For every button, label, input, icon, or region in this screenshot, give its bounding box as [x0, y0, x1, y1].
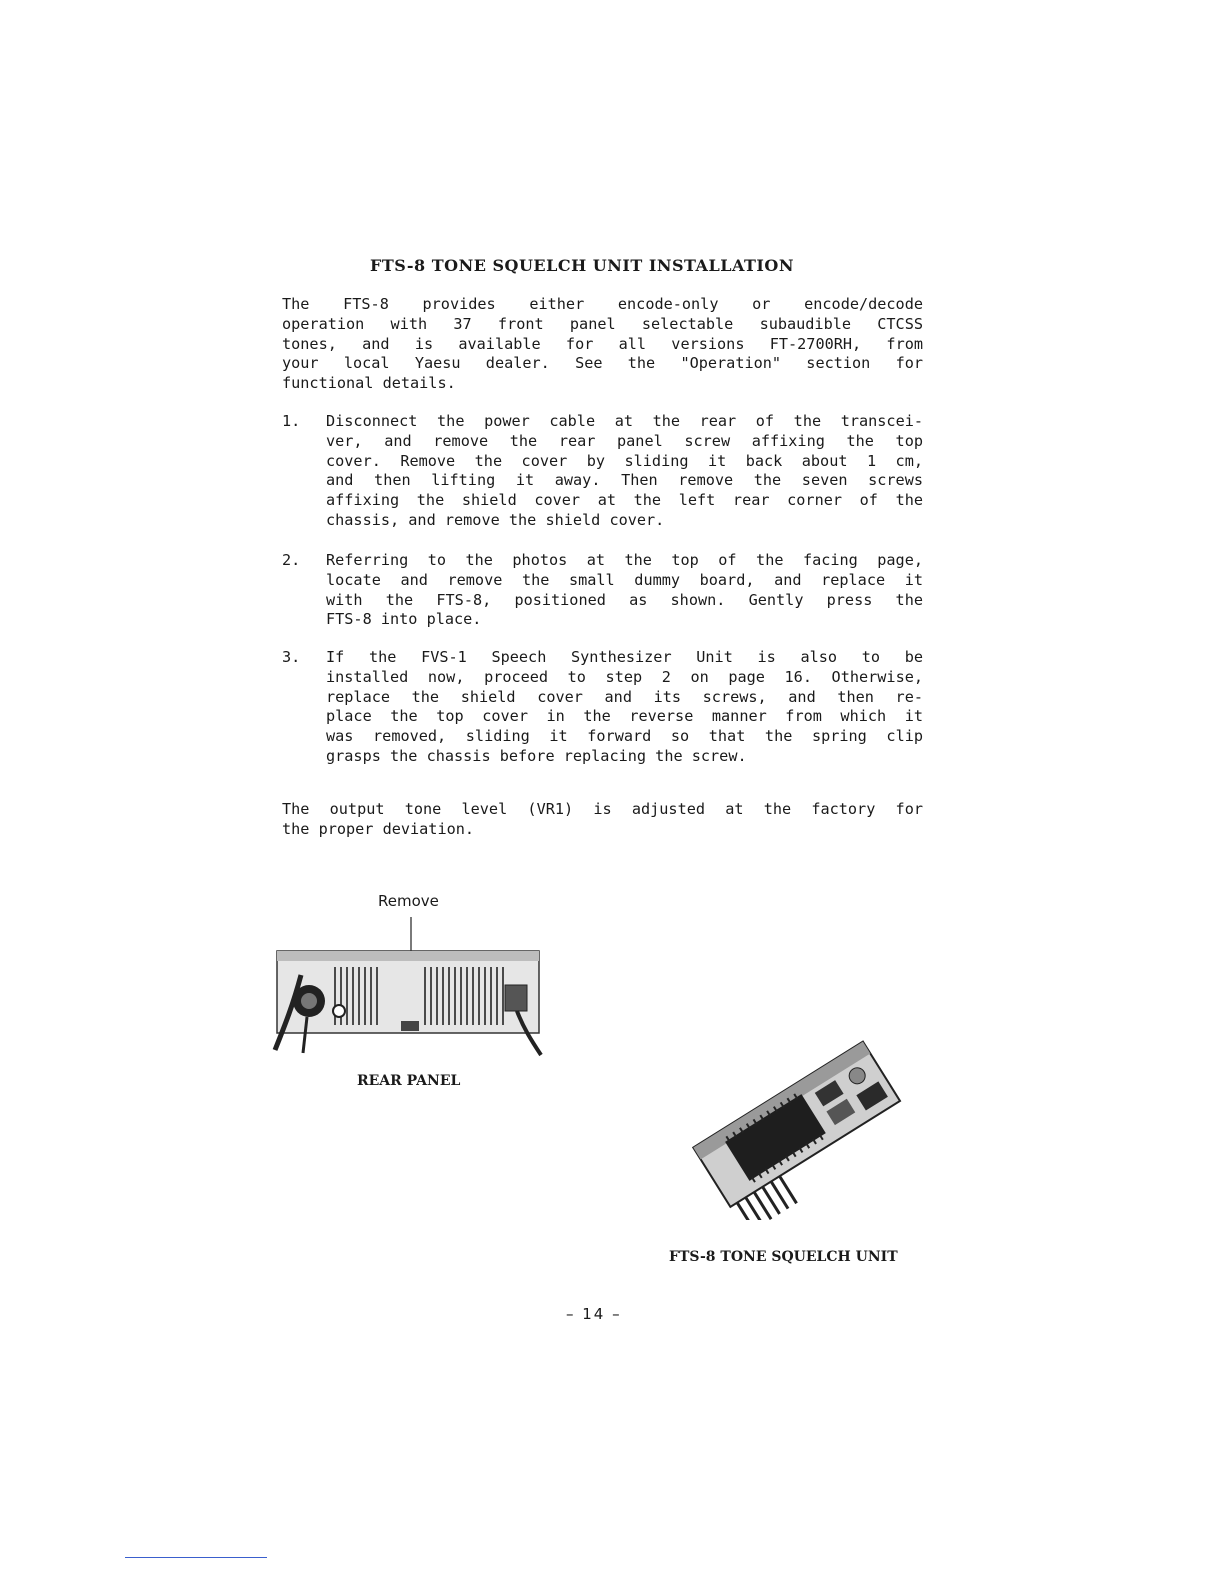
- step-line: cover. Remove the cover by sliding it back about 1 cm,: [326, 451, 923, 470]
- step-number: 3.: [282, 648, 301, 666]
- step-1-text: [326, 412, 923, 531]
- intro-line: functional details.: [282, 374, 456, 393]
- step-line: with the FTS-8, positioned as shown. Gently press the: [326, 590, 923, 609]
- step-line: ver, and remove the rear panel screw affixing the top: [326, 431, 923, 450]
- footnote-rule: [125, 1557, 267, 1558]
- step-line: was removed, sliding it forward so that the spring clip: [326, 727, 923, 746]
- step-2-text: [326, 551, 923, 630]
- remove-label: Remove: [378, 892, 439, 910]
- step-line: and then lifting it away. Then remove the seven screws: [326, 471, 923, 490]
- intro-paragraph: [282, 295, 923, 394]
- closing-line: the proper deviation.: [282, 819, 475, 838]
- step-line: Disconnect the power cable at the rear of the transcei-: [326, 412, 923, 430]
- step-line: locate and remove the small dummy board, and replace it: [326, 570, 923, 589]
- closing-line: The output tone level (VR1) is adjusted at the factory for: [282, 800, 923, 818]
- intro-line: The FTS-8 provides either encode-only or encode/decode: [282, 295, 923, 313]
- rear-panel-photo: [265, 915, 550, 1060]
- step-line: grasps the chassis before replacing the screw.: [326, 746, 747, 765]
- page-number: – 14 –: [566, 1305, 622, 1323]
- rear-panel-caption: REAR PANEL: [357, 1073, 461, 1089]
- page-title: FTS-8 TONE SQUELCH UNIT INSTALLATION: [370, 256, 794, 275]
- step-line: FTS-8 into place.: [326, 610, 482, 629]
- intro-line: operation with 37 front panel selectable subaudible CTCSS: [282, 314, 923, 333]
- step-line: chassis, and remove the shield cover.: [326, 510, 665, 529]
- step-number: 2.: [282, 551, 301, 569]
- closing-paragraph: [282, 800, 923, 840]
- step-line: Referring to the photos at the top of the facing page,: [326, 551, 923, 569]
- step-line: place the top cover in the reverse manner from which it: [326, 707, 923, 726]
- intro-line: your local Yaesu dealer. See the "Operation" section for: [282, 354, 923, 373]
- step-line: affixing the shield cover at the left rear corner of the: [326, 491, 923, 510]
- fts8-unit-caption: FTS-8 TONE SQUELCH UNIT: [669, 1249, 898, 1265]
- step-3-text: [326, 648, 923, 767]
- fts8-unit-photo: [676, 1020, 911, 1220]
- step-line: If the FVS-1 Speech Synthesizer Unit is also to be: [326, 648, 923, 666]
- intro-line: tones, and is available for all versions FT-2700RH, from: [282, 334, 923, 353]
- step-line: installed now, proceed to step 2 on page 16. Otherwise,: [326, 667, 923, 686]
- step-number: 1.: [282, 412, 301, 430]
- step-line: replace the shield cover and its screws, and then re-: [326, 687, 923, 706]
